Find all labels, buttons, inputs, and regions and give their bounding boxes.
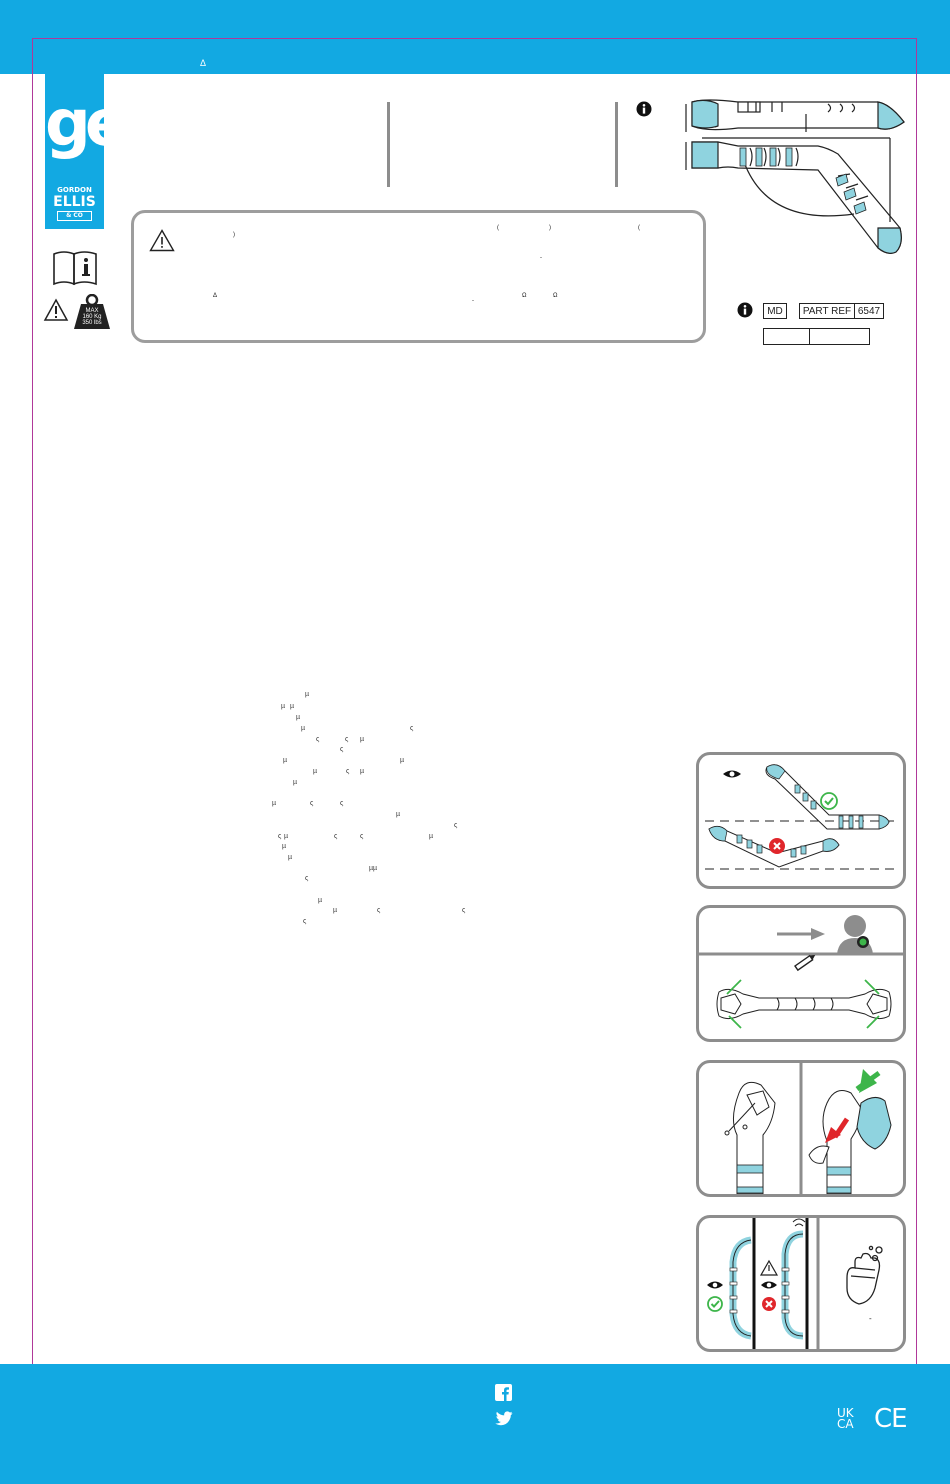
glyph-33: ς: [377, 907, 381, 914]
glyph-29: µµ: [369, 865, 378, 872]
glyph-15: µ: [360, 768, 365, 775]
glyph-18: ς: [310, 800, 314, 807]
warning-glyph-3: ): [549, 225, 551, 231]
ukca-line2: CA: [837, 1417, 854, 1431]
glyph-13: µ: [313, 768, 318, 775]
glyph-24: ς: [334, 833, 338, 840]
warning-box-triangle-icon: [149, 229, 175, 252]
glyph-7: ς: [316, 736, 320, 743]
info-icon: [636, 101, 652, 117]
ok-check-icon: [821, 793, 837, 809]
glyph-11: µ: [283, 757, 288, 764]
glyph-19: ς: [340, 800, 344, 807]
batch-code-box: [763, 328, 870, 345]
glyph-30: ς: [305, 875, 309, 882]
max-load-lbs: 350 lbs: [82, 320, 102, 326]
column-divider-1: [387, 102, 390, 187]
glyph-31: µ: [318, 897, 323, 904]
warning-glyph-5: -: [540, 255, 542, 261]
warning-triangle-icon: [761, 1261, 777, 1275]
gordon-ellis-logo: [45, 74, 123, 229]
bottom-brand-band: [0, 1364, 950, 1484]
glyph-14: ς: [346, 768, 350, 775]
safety-warning-box: [131, 210, 706, 343]
panel-marking-holes: [696, 905, 906, 1042]
panel4-dash: -: [869, 1314, 872, 1323]
instruction-manual-icon: [52, 248, 98, 286]
glyph-25: ς: [360, 833, 364, 840]
logo-name-line2: ELLIS: [53, 194, 96, 210]
part-ref-label: PART REF: [799, 303, 855, 319]
installer-icon: [837, 915, 873, 954]
top-brand-band: [0, 0, 950, 74]
part-info-icon: [737, 302, 753, 318]
glyph-26: µ: [429, 833, 434, 840]
twitter-icon[interactable]: [493, 1411, 513, 1427]
warning-triangle-icon: [43, 298, 69, 322]
glyph-22: ς: [278, 833, 282, 840]
grab-bar-dimension-diagram: [678, 96, 910, 260]
glyph-12: µ: [400, 757, 405, 764]
eye-icon: [761, 1282, 777, 1289]
eye-icon: [723, 771, 741, 778]
eye-icon: [707, 1282, 723, 1289]
glyph-16: µ: [293, 779, 298, 786]
glyph-8: µ: [360, 736, 365, 743]
glyph-27: µ: [282, 843, 287, 850]
glyph-32: µ: [333, 907, 338, 914]
facebook-icon[interactable]: [495, 1384, 512, 1401]
warning-glyph-2: (: [497, 225, 499, 231]
glyph-10: ς: [340, 746, 344, 753]
column-divider-2: [615, 102, 618, 187]
warning-glyph-4: (: [638, 225, 640, 231]
glyph-6: ς: [410, 725, 414, 732]
panel-fitting-caps: [696, 1060, 906, 1197]
logo-name-line1: GORDON: [57, 186, 92, 194]
glyph-21: ς: [454, 822, 458, 829]
hand-washing-icon: [847, 1246, 882, 1304]
ok-check-icon: [708, 1297, 722, 1311]
max-load-kg: 160 Kg: [82, 314, 102, 320]
max-load-label: [73, 308, 111, 326]
part-ref-number: 6547: [854, 303, 884, 319]
ukca-mark: [837, 1408, 863, 1430]
glyph-5: µ: [301, 725, 306, 732]
panel-checks-cleaning: [696, 1215, 906, 1352]
model-code: MD: [763, 303, 787, 319]
warning-glyph-6: Δ: [213, 293, 218, 299]
ce-mark: CE: [874, 1404, 907, 1434]
bad-cross-icon: [769, 838, 785, 854]
warning-glyph-7: -: [472, 298, 474, 304]
glyph-1: µ: [305, 691, 310, 698]
glyph-23: µ: [284, 833, 289, 840]
glyph-17: µ: [272, 800, 277, 807]
max-load-max: MAX: [85, 308, 99, 314]
logo-name-line3: & CO: [66, 212, 83, 219]
warning-glyph-8: Ω: [522, 293, 527, 299]
header-triangle-mark: Δ: [200, 58, 207, 68]
glyph-34: ς: [462, 907, 466, 914]
warning-glyph-1: ): [233, 232, 235, 238]
glyph-3: µ: [290, 703, 295, 710]
ukca-line1: UK: [837, 1406, 854, 1420]
glyph-20: µ: [396, 811, 401, 818]
bad-cross-icon: [762, 1297, 776, 1311]
glyph-4: µ: [296, 714, 301, 721]
warning-glyph-9: Ω: [553, 293, 558, 299]
glyph-2: µ: [281, 703, 286, 710]
panel-orientation-check: [696, 752, 906, 889]
logo-monogram: ge: [45, 87, 123, 161]
glyph-35: ς: [303, 918, 307, 925]
glyph-9: ς: [345, 736, 349, 743]
glyph-28: µ: [288, 854, 293, 861]
